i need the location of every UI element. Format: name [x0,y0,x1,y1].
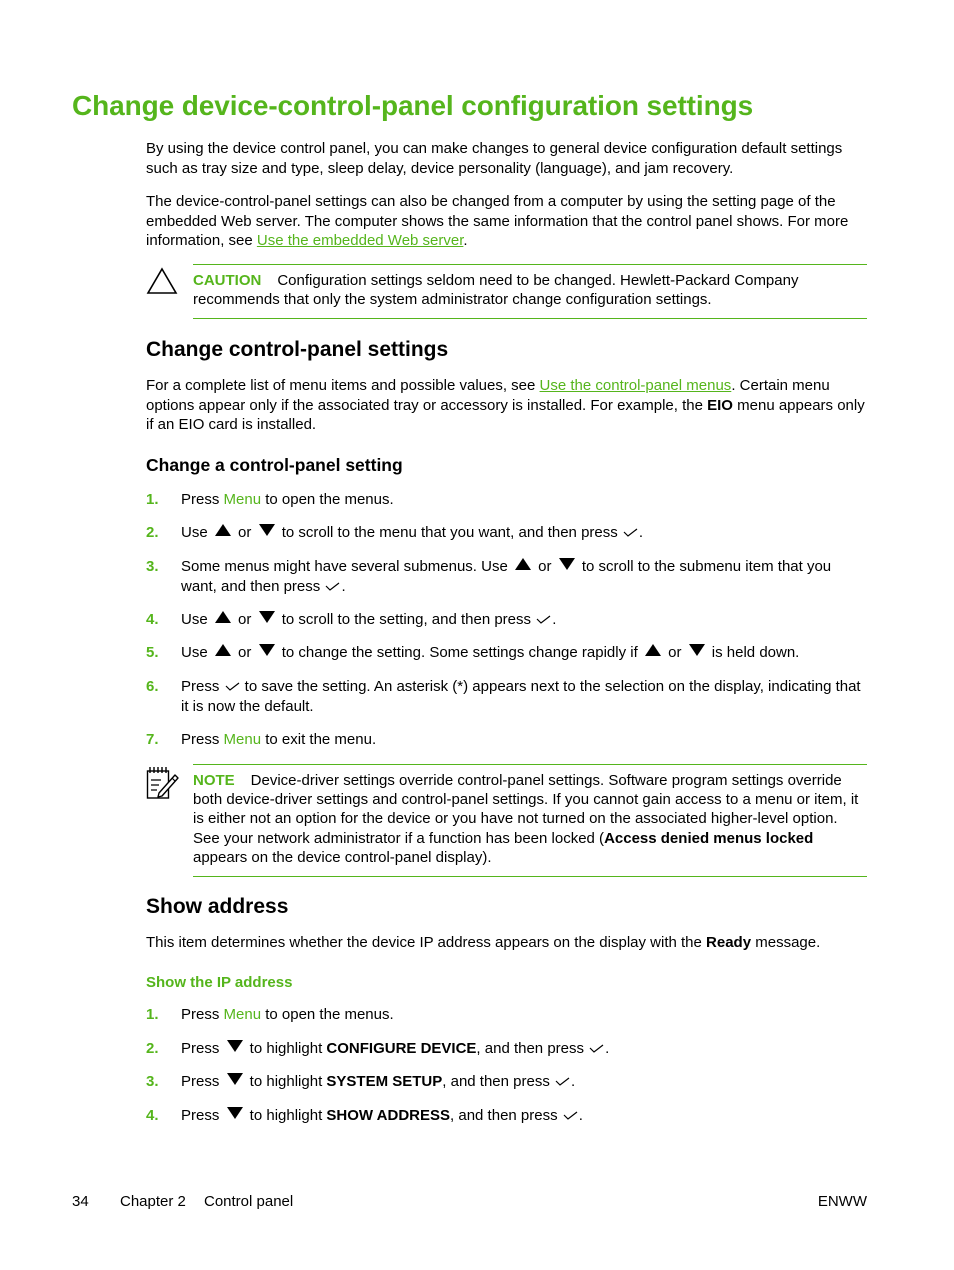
embedded-web-server-link[interactable]: Use the embedded Web server [256,232,464,249]
step-number: 2. [146,524,159,541]
down-arrow-icon [559,558,575,570]
cp-text-3: menu appears only if an EIO card is installed. [146,396,865,433]
step-bold: SYSTEM SETUP [326,1073,443,1090]
step-text: Some menus might have several submenus. Use [181,558,512,575]
checkmark-icon [623,527,638,537]
checkmark-icon [555,1076,570,1086]
sa-end: message. [751,934,821,951]
step-text: to highlight [245,1073,327,1090]
step-text: Press [181,1107,220,1124]
caution-callout [193,264,867,319]
up-arrow-icon [215,524,231,536]
step-text: . [571,1073,576,1090]
note-text [193,771,867,867]
down-arrow-icon [259,524,275,536]
step-text: . [341,577,346,595]
step-text: to highlight [245,1107,327,1124]
step-text: Use [181,524,208,541]
step-text: . [578,1107,583,1124]
step-text: to save the setting. An asterisk (*) appears next to the selection on the display, indicating that it is now the default. [181,678,861,715]
step-text: to scroll to the setting, and then press [277,611,536,628]
control-panel-menus-link[interactable]: Use the control-panel menus [539,377,732,394]
checkmark-icon [536,614,551,624]
checkmark-icon [325,581,340,591]
caution-body: Configuration settings seldom need to be changed. Hewlett-Packard Company recommends that only the system administrator change configuration settings. [193,272,799,309]
down-arrow-icon [227,1107,243,1119]
subheading-show-ip: Show the IP address [146,974,293,991]
intro-paragraph-2 [146,192,868,251]
step-text: , and then press [442,1073,555,1090]
page-number: 34 [72,1193,89,1210]
checkmark-icon [563,1110,578,1120]
note-bold: Access denied menus locked [604,829,814,847]
step-text: or [538,558,552,575]
step-text: Press [181,731,220,748]
step-number: 1. [146,491,159,508]
footer-chapter: Chapter 2 [120,1193,186,1210]
menu-button-word: Menu [223,1006,262,1023]
step-text: Press [181,491,220,508]
step-text: Press [181,1040,220,1057]
step-text: Press [181,678,220,695]
up-arrow-icon [515,558,531,570]
cp-eio-bold: EIO [707,396,733,414]
step-text: Use [181,611,208,628]
step-text: to scroll to the submenu item that you want, and then press [181,558,832,595]
cp-text-1: For a complete list of menu items and possible values, see [146,377,540,394]
subheading-change-setting: Change a control-panel setting [146,455,403,475]
step-number: 3. [146,1073,159,1090]
intro-p2-end: . [463,232,468,249]
footer-enww: ENWW [817,1193,867,1210]
step-text: or [668,644,682,661]
step-text: to change the setting. Some settings change rapidly if [277,644,642,661]
step-text: Press [181,1073,220,1090]
intro-paragraph-1: By using the device control panel, you can make changes to general device configuration default settings such as tray size and type, sleep delay, device personality (language), and jam recovery. [146,140,843,177]
checkmark-icon [589,1043,604,1053]
section-heading-show-address: Show address [146,895,289,918]
step-number: 4. [146,611,159,628]
down-arrow-icon [227,1040,243,1052]
step-number: 3. [146,558,159,575]
footer-chapter-title: Control panel [204,1193,294,1210]
step-text: or [238,611,252,628]
step-text: to highlight [245,1040,327,1057]
step-number: 7. [146,731,159,748]
note-label: NOTE [193,772,235,789]
up-arrow-icon [215,644,231,656]
show-address-paragraph [146,933,868,953]
step-text: , and then press [450,1107,562,1124]
sa-text: This item determines whether the device IP address appears on the display with the [146,934,707,951]
page-title: Change device-control-panel configuration settings [72,90,754,121]
step-text: . [605,1040,610,1057]
step-text: is held down. [707,644,800,661]
down-arrow-icon [259,644,275,656]
step-bold: CONFIGURE DEVICE [326,1040,477,1057]
sa-ready-bold: Ready [706,934,752,951]
note-body: Device-driver settings override control-panel settings. Software program settings override both device-driver settings and control-panel settings. If you cannot gain access to a menu or item, it is either not an option for the device or you have not turned on the associated higher-level option. See your network administrator if a function has been locked ( [193,772,859,847]
note-callout [193,764,867,877]
menu-button-word: Menu [223,491,262,508]
caution-label: CAUTION [193,272,262,289]
down-arrow-icon [689,644,705,656]
step-text: or [238,524,252,541]
control-panel-paragraph [146,376,868,435]
step-number: 4. [146,1107,159,1124]
caution-text [193,271,867,309]
section-heading-control-panel: Change control-panel settings [146,338,449,361]
step-number: 1. [146,1006,159,1023]
step-text: . [638,524,644,541]
step-text: or [238,644,252,661]
menu-button-word: Menu [223,731,262,748]
down-arrow-icon [259,611,275,623]
up-arrow-icon [215,611,231,623]
step-text: Use [181,644,208,661]
step-text: , and then press [476,1040,589,1057]
note-pad-icon [146,766,180,805]
step-number: 6. [146,678,159,695]
step-text: to scroll to the menu that you want, and then press [277,524,622,541]
step-text: Press [181,1006,220,1023]
step-text: to open the menus. [261,1006,394,1023]
up-arrow-icon [645,644,661,656]
down-arrow-icon [227,1073,243,1085]
caution-triangle-icon [146,267,178,300]
step-number: 2. [146,1040,159,1057]
step-text: to open the menus. [261,491,394,508]
cp-text-2: . Certain menu options appear only if the associated tray or accessory is installed. For example, the [146,377,830,414]
step-text: . [552,611,557,628]
note-end: appears on the device control-panel display). [193,848,492,866]
step-text: to exit the menu. [261,731,377,748]
intro-p2-text: The device-control-panel settings can also be changed from a computer by using the setting page of the embedded Web server. The computer shows the same information that the control panel shows. For more information, see [146,193,849,249]
checkmark-icon [225,681,240,691]
step-bold: SHOW ADDRESS [326,1107,451,1124]
step-number: 5. [146,644,159,661]
